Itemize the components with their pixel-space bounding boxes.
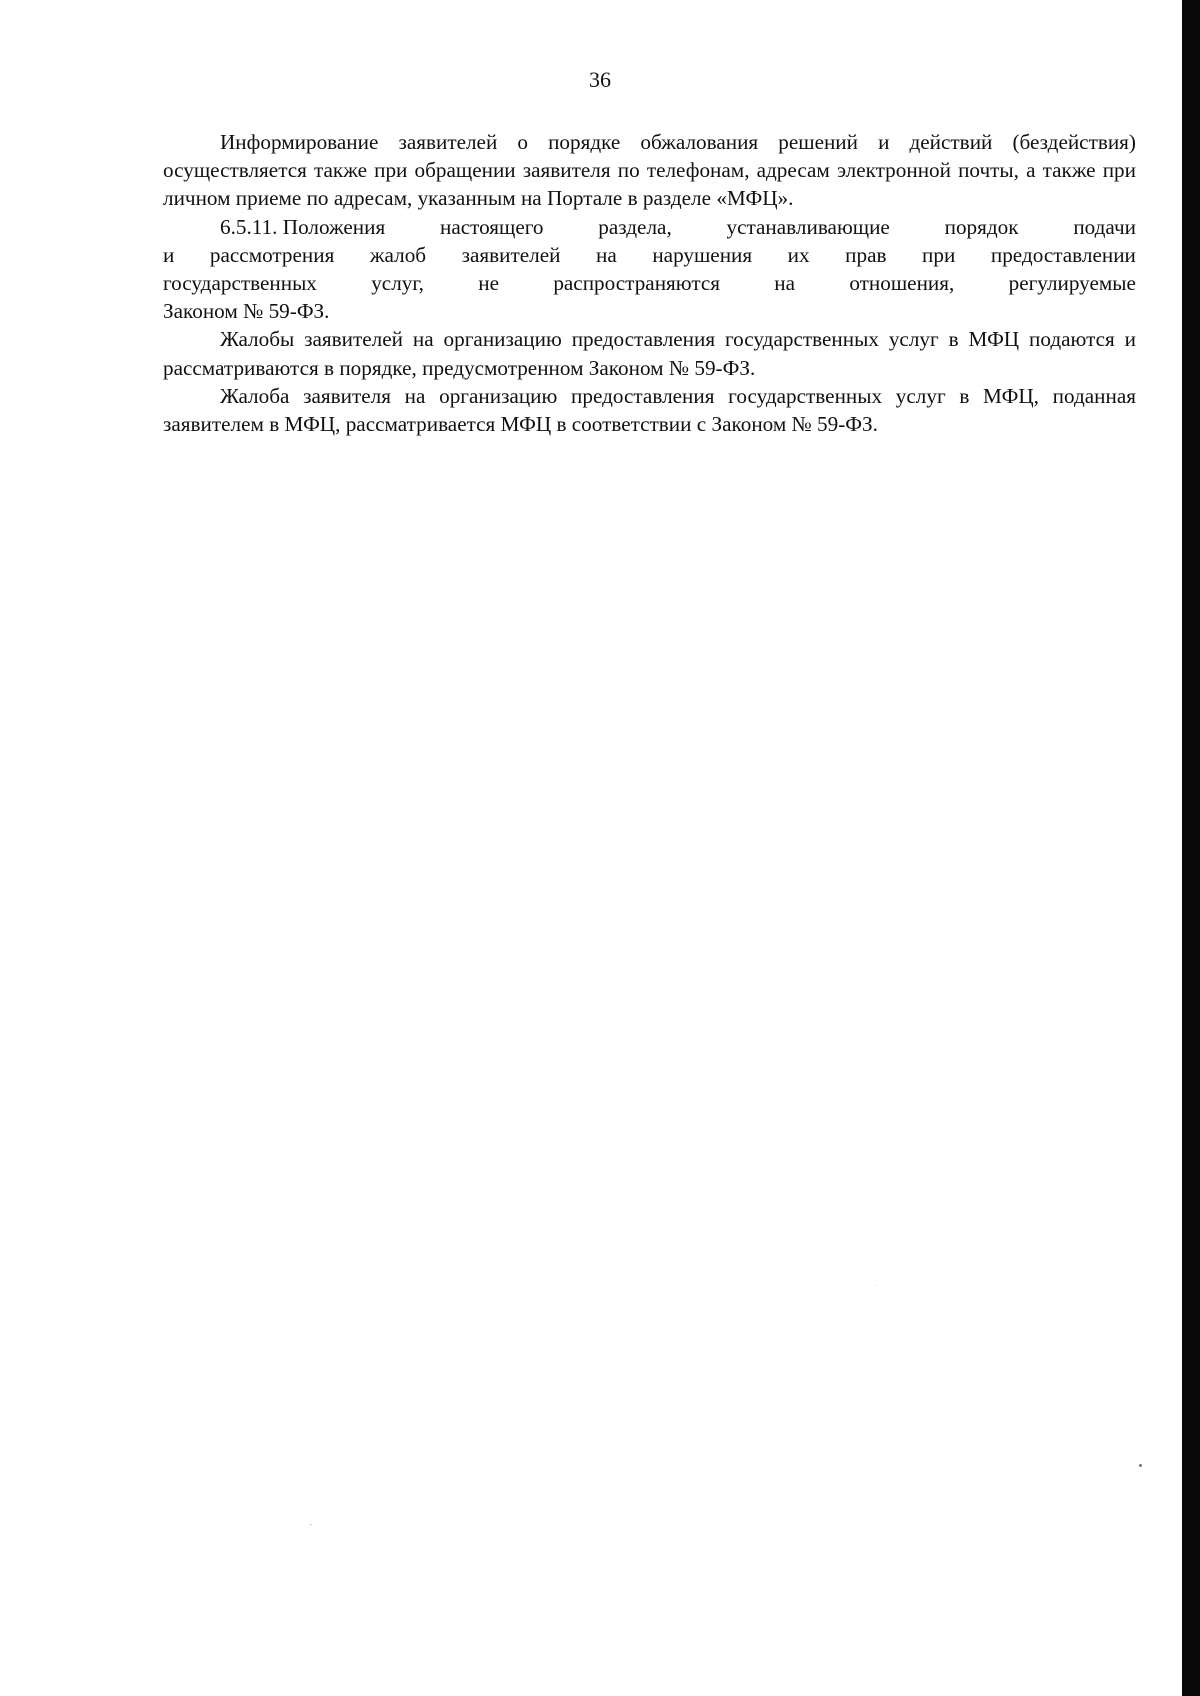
paragraph-6-5-11 xyxy=(163,213,1136,326)
paragraph-informing: Информирование заявителей о порядке обжалования решений и действий (бездействия) осуществляется также при обращении заявителя по телефонам, адресам электронной почты, а также при личном приеме по адресам, указанным на Портале в разделе «МФЦ». xyxy=(163,130,1136,211)
word: не xyxy=(478,271,500,296)
paragraph-line xyxy=(163,269,1136,297)
word: рассмотрения xyxy=(209,242,335,267)
word: порядок xyxy=(944,214,1019,239)
paragraph-complaints-procedure: Жалобы заявителей на организацию предоставления государственных услуг в МФЦ подаются и рассматриваются в порядке, предусмотренном Законом № 59-ФЗ. xyxy=(163,327,1136,380)
word: прав xyxy=(845,242,887,267)
paragraph-line: Законом № 59-ФЗ. xyxy=(163,299,330,324)
word: заявителей xyxy=(461,242,561,267)
word: государственных xyxy=(163,271,317,296)
word: регулируемые xyxy=(1008,271,1136,296)
word: 6.5.11. Положения xyxy=(220,214,386,239)
word: раздела, xyxy=(598,214,672,239)
word: их xyxy=(787,242,810,267)
scan-speck xyxy=(876,1285,877,1286)
page-number: 36 xyxy=(589,67,611,92)
word: на xyxy=(596,242,617,267)
word: нарушения xyxy=(652,242,753,267)
word: предоставлении xyxy=(990,242,1136,267)
word: жалоб xyxy=(369,242,427,267)
word: на xyxy=(774,271,796,296)
paragraph-line xyxy=(163,213,1136,241)
word: подачи xyxy=(1073,214,1136,239)
word: и xyxy=(163,242,175,267)
word: отношения, xyxy=(849,271,955,296)
word: устанавливающие xyxy=(726,214,890,239)
paragraph-complaint-review: Жалоба заявителя на организацию предоставления государственных услуг в МФЦ, поданная заявителем в МФЦ, рассматривается МФЦ в соответствии с Законом № 59-ФЗ. xyxy=(163,383,1136,437)
document-body xyxy=(163,128,1136,438)
word: при xyxy=(922,242,956,267)
scan-speck xyxy=(310,1524,312,1525)
word: распространяются xyxy=(553,271,720,296)
word: настоящего xyxy=(439,214,544,239)
word: услуг, xyxy=(371,271,424,296)
scan-edge xyxy=(1182,0,1200,1696)
paragraph-line xyxy=(163,241,1136,269)
scan-speck xyxy=(1139,1464,1142,1467)
